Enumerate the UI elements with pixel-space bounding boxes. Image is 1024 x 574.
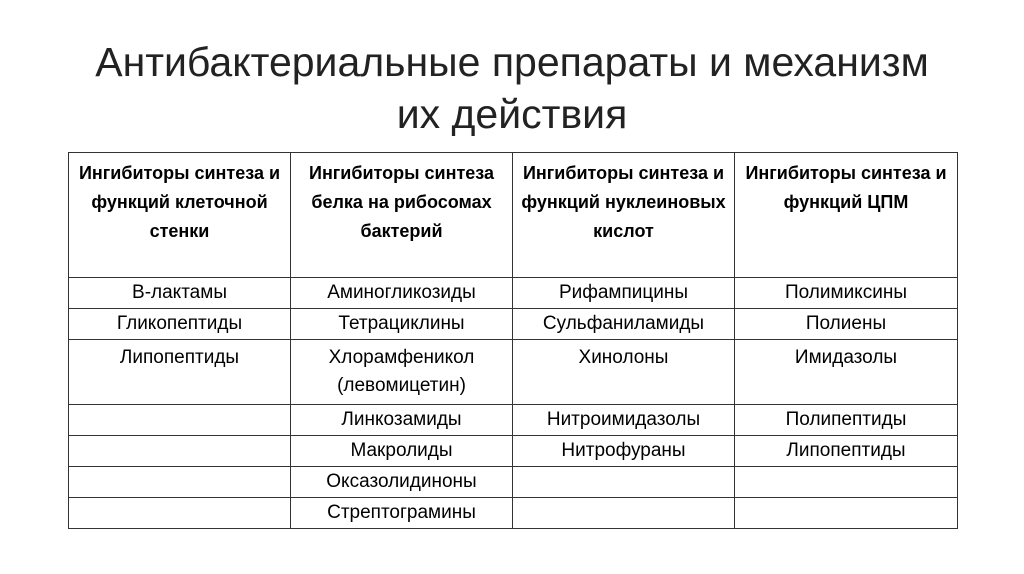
drug-mechanism-table: [68, 152, 958, 529]
table-cell: Гликопептиды: [69, 309, 291, 340]
slide-title: [0, 36, 1024, 140]
table-row: [69, 309, 958, 340]
table-cell: [513, 467, 735, 498]
table-cell: [735, 498, 958, 529]
table-cell: Имидазолы: [735, 340, 958, 405]
table-cell: Хинолоны: [513, 340, 735, 405]
table-cell: Хлорамфеникол (левомицетин): [291, 340, 513, 405]
table-cell: Рифампицины: [513, 278, 735, 309]
table-cell: Тетрациклины: [291, 309, 513, 340]
header-cell-protein-synthesis: Ингибиторы синтеза белка на рибосомах бактерий: [291, 153, 513, 278]
table-cell: Линкозамиды: [291, 405, 513, 436]
table-cell: Полипептиды: [735, 405, 958, 436]
table-cell: Нитроимидазолы: [513, 405, 735, 436]
table-row: [69, 498, 958, 529]
header-cell-cytoplasmic-membrane: Ингибиторы синтеза и функций ЦПМ: [735, 153, 958, 278]
table-cell: Оксазолидиноны: [291, 467, 513, 498]
table-cell: Сульфаниламиды: [513, 309, 735, 340]
table-row: [69, 278, 958, 309]
slide-title-line-1: Антибактериальные препараты и механизм: [95, 39, 929, 85]
header-cell-nucleic-acids: Ингибиторы синтеза и функций нуклеиновых кислот: [513, 153, 735, 278]
table-cell: [69, 467, 291, 498]
table-cell: [69, 436, 291, 467]
table-cell: Липопептиды: [735, 436, 958, 467]
table-row: [69, 340, 958, 405]
table-cell: Полиены: [735, 309, 958, 340]
table-cell: [69, 405, 291, 436]
table-cell: [69, 498, 291, 529]
table-cell: Липопептиды: [69, 340, 291, 405]
table-cell: Аминогликозиды: [291, 278, 513, 309]
table-cell: [735, 467, 958, 498]
header-cell-cell-wall: Ингибиторы синтеза и функций клеточной стенки: [69, 153, 291, 278]
table-cell: Стрептограмины: [291, 498, 513, 529]
table-header-row: [69, 153, 958, 278]
table-row: [69, 467, 958, 498]
slide-title-line-2: их действия: [396, 91, 628, 137]
table-cell: Макролиды: [291, 436, 513, 467]
table-row: [69, 436, 958, 467]
table-cell: [513, 498, 735, 529]
table-cell: Нитрофураны: [513, 436, 735, 467]
table-row: [69, 405, 958, 436]
table-cell: В-лактамы: [69, 278, 291, 309]
table-cell: Полимиксины: [735, 278, 958, 309]
